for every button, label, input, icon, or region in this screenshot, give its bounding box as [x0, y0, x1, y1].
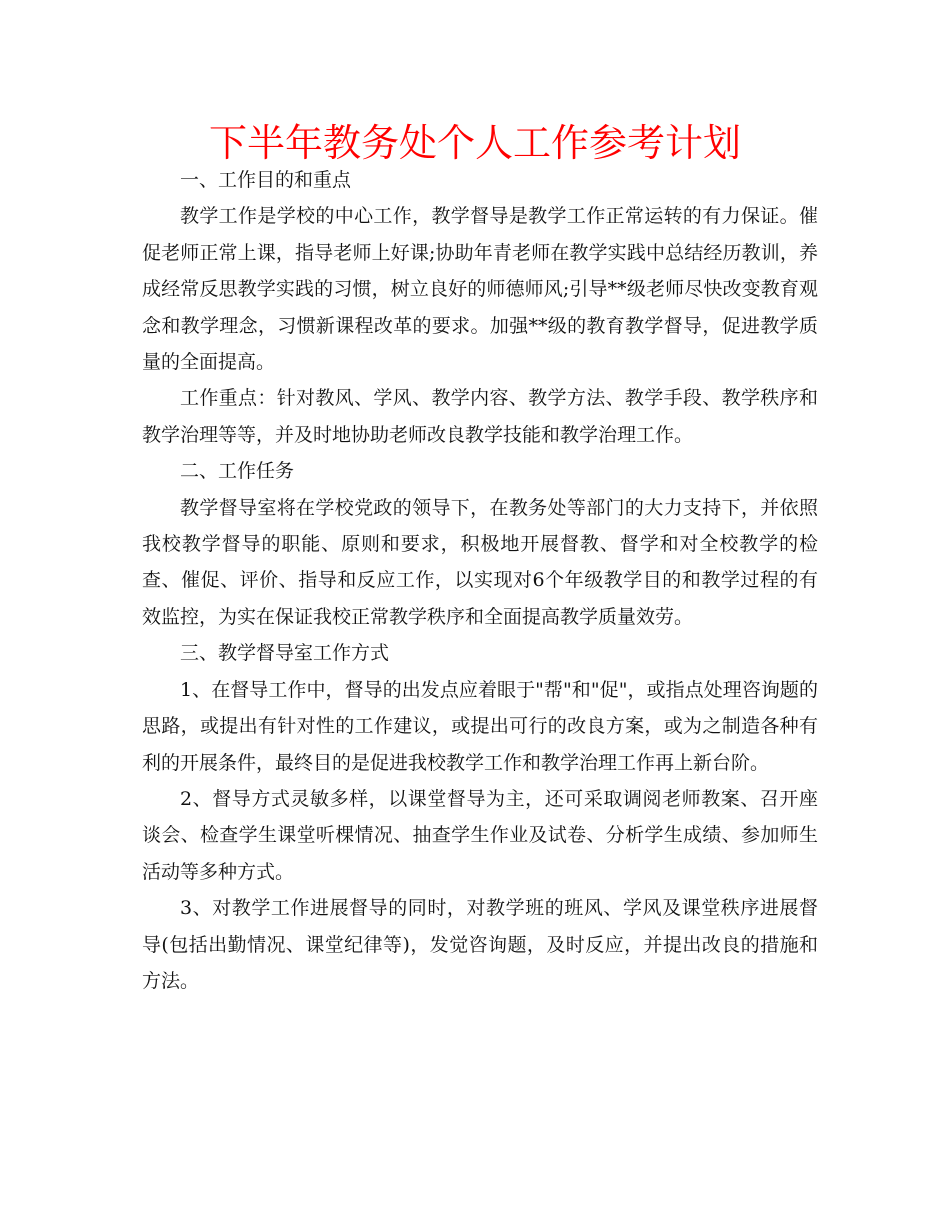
document-body: [142, 162, 818, 999]
paragraph-2: 工作重点：针对教风、学风、教学内容、教学方法、教学手段、教学秩序和教学治理等等，并及时地协助老师改良教学技能和教学治理工作。: [142, 387, 818, 446]
paragraph-1: 教学工作是学校的中心工作，教学督导是教学工作正常运转的有力保证。催促老师正常上课，指导老师上好课;协助年青老师在教学实践中总结经历教训，养成经常反思教学实践的习惯，树立良好的师德师风;引导**级老师尽快改变教育观念和教学理念，习惯新课程改革的要求。加强**级的教育教学督导，促进教学质量的全面提高。: [142, 205, 818, 374]
section-heading-3: 三、教学督导室工作方式: [180, 642, 390, 665]
paragraph-5: 2、督导方式灵敏多样，以课堂督导为主，还可采取调阅老师教案、召开座谈会、检查学生课堂听棵情况、抽查学生作业及试卷、分析学生成绩、参加师生活动等多种方式。: [142, 787, 818, 883]
paragraph-6: 3、对教学工作进展督导的同时，对教学班的班风、学风及课堂秩序进展督导(包括出勤情况、课堂纪律等)，发觉咨询题，及时反应，并提出改良的措施和方法。: [142, 897, 818, 992]
paragraph-4: 1、在督导工作中，督导的出发点应着眼于"帮"和"促"，或指点处理咨询题的思路，或提出有针对性的工作建议，或提出可行的改良方案，或为之制造各种有利的开展条件，最终目的是促进我校教学工作和教学治理工作再上新台阶。: [142, 678, 818, 774]
paragraph-3: 教学督导室将在学校党政的领导下，在教务处等部门的大力支持下，并依照我校教学督导的职能、原则和要求，积极地开展督教、督学和对全校教学的检查、催促、评价、指导和反应工作，以实现对6个年级教学目的和教学过程的有效监控，为实在保证我校正常教学秩序和全面提高教学质量效劳。: [142, 496, 818, 628]
section-heading-1: 一、工作目的和重点: [180, 169, 352, 191]
section-heading-2: 二、工作任务: [180, 460, 295, 483]
document-title: 下半年教务处个人工作参考计划: [208, 121, 741, 165]
